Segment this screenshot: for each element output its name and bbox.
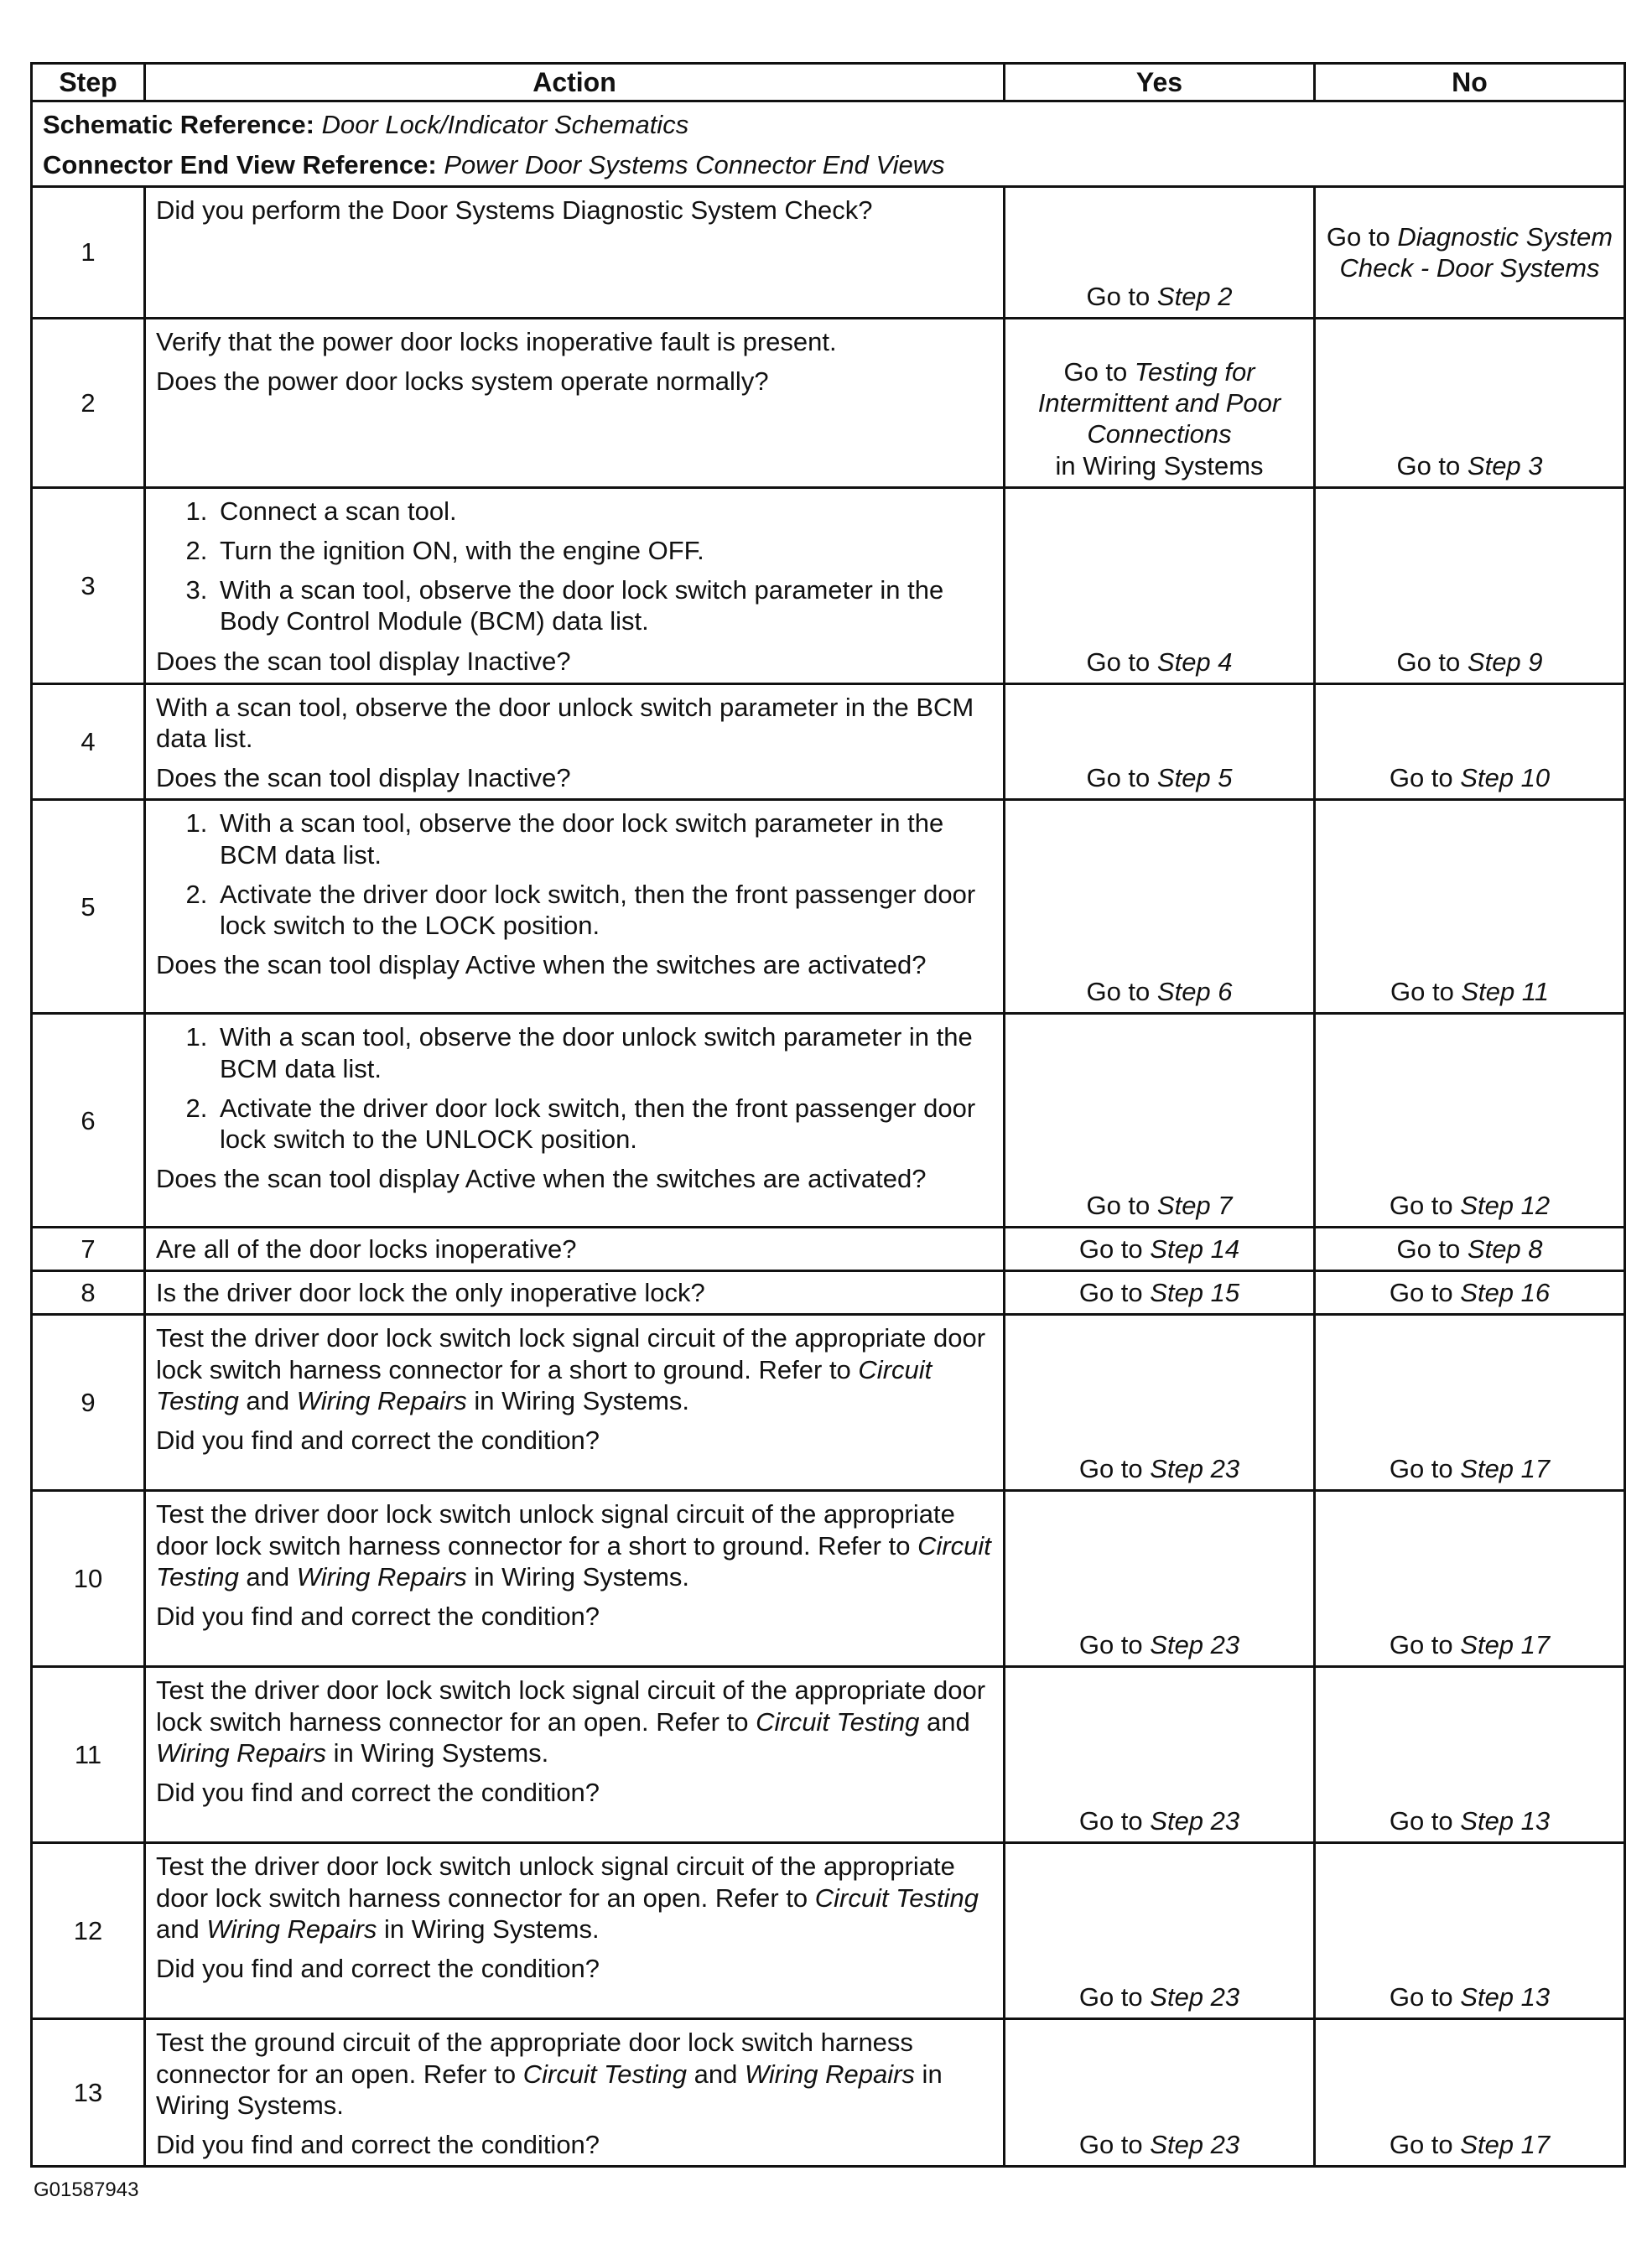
yes-link[interactable]: Testing for Intermittent and Poor Connections <box>1037 357 1281 449</box>
yes-prefix: Go to <box>1078 2129 1151 2159</box>
action-cell <box>145 1271 1005 1315</box>
table-row <box>32 1843 1625 2019</box>
no-cell <box>1315 800 1625 1014</box>
header-action: Action <box>145 64 1005 101</box>
circuit-testing-link[interactable]: Circuit Testing <box>156 1530 991 1592</box>
action-cell <box>145 1843 1005 2019</box>
diagnostic-table <box>30 62 1626 2168</box>
step-number: 12 <box>32 1843 145 2019</box>
yes-prefix: Go to <box>1078 1278 1151 1308</box>
yes-prefix: Go to <box>1063 357 1135 387</box>
wiring-repairs-link[interactable]: Wiring Repairs <box>296 1385 467 1415</box>
action-question: Did you find and correct the condition? <box>156 1777 600 1807</box>
yes-cell <box>1005 1843 1315 2019</box>
list-item: 2. Activate the driver door lock switch, then the front passenger door lock switch to the LOCK position. <box>215 879 993 941</box>
action-question: Does the scan tool display Active when the switches are activated? <box>156 1164 927 1194</box>
circuit-testing-link[interactable]: Circuit Testing <box>814 1882 979 1913</box>
no-prefix: Go to <box>1389 763 1461 793</box>
yes-prefix: Go to <box>1078 1630 1151 1660</box>
table-row <box>32 800 1625 1014</box>
no-cell <box>1315 1271 1625 1315</box>
connector-reference-label: Connector End View Reference: <box>43 149 437 179</box>
action-text: Verify that the power door locks inoperative fault is present. <box>156 326 837 356</box>
step-number: 7 <box>32 1228 145 1271</box>
yes-cell <box>1005 1228 1315 1271</box>
circuit-testing-link[interactable]: Circuit Testing <box>522 2059 687 2089</box>
action-question: Does the scan tool display Inactive? <box>156 763 571 793</box>
yes-link[interactable]: Step 23 <box>1150 1982 1240 2012</box>
yes-link[interactable]: Step 15 <box>1150 1278 1240 1308</box>
no-cell <box>1315 487 1625 683</box>
action-text-part: Test the driver door lock switch unlock signal circuit of the appropriate door lock switch harness connector for a short to ground. Refer to <box>156 1499 955 1561</box>
no-cell <box>1315 2019 1625 2167</box>
action-cell <box>145 186 1005 318</box>
yes-cell <box>1005 487 1315 683</box>
wiring-repairs-link[interactable]: Wiring Repairs <box>744 2059 915 2089</box>
action-text-part: and <box>686 2059 745 2089</box>
action-text-part: and <box>919 1706 970 1737</box>
action-question: Did you find and correct the condition? <box>156 1601 600 1631</box>
action-cell <box>145 683 1005 800</box>
yes-cell <box>1005 318 1315 487</box>
schematic-reference-link[interactable]: Door Lock/Indicator Schematics <box>321 110 689 140</box>
step-number: 5 <box>32 800 145 1014</box>
reference-row <box>32 101 1625 186</box>
step-number: 10 <box>32 1491 145 1667</box>
figure-id: G01587943 <box>34 2179 139 2201</box>
no-prefix: Go to <box>1389 1454 1461 1484</box>
no-prefix: Go to <box>1396 450 1468 480</box>
no-cell <box>1315 1667 1625 1843</box>
list-item: 1. With a scan tool, observe the door lock switch parameter in the BCM data list. <box>215 808 993 870</box>
action-list <box>156 808 993 941</box>
yes-cell <box>1005 1667 1315 1843</box>
yes-prefix: Go to <box>1078 1454 1151 1484</box>
action-question: Does the scan tool display Active when the switches are activated? <box>156 950 927 980</box>
action-list <box>156 1021 993 1155</box>
table-row <box>32 1271 1625 1315</box>
action-question: Does the power door locks system operate normally? <box>156 366 769 396</box>
yes-link[interactable]: Step 7 <box>1156 1191 1233 1221</box>
connector-reference-link[interactable]: Power Door Systems Connector End Views <box>444 149 945 179</box>
yes-prefix: Go to <box>1086 977 1157 1007</box>
action-text-part: in Wiring Systems. <box>466 1561 690 1592</box>
action-text-part: in Wiring Systems. <box>466 1385 690 1415</box>
step-number: 2 <box>32 318 145 487</box>
yes-cell <box>1005 683 1315 800</box>
yes-prefix: Go to <box>1078 1982 1151 2012</box>
step-number: 8 <box>32 1271 145 1315</box>
no-link[interactable]: Step 13 <box>1460 1982 1551 2012</box>
no-link[interactable]: Step 16 <box>1460 1278 1551 1308</box>
yes-link[interactable]: Step 23 <box>1150 1806 1240 1836</box>
no-prefix: Go to <box>1396 1234 1468 1265</box>
yes-link[interactable]: Step 2 <box>1156 281 1233 311</box>
yes-prefix: Go to <box>1086 763 1157 793</box>
no-cell <box>1315 1315 1625 1491</box>
step-number: 11 <box>32 1667 145 1843</box>
action-text: Is the driver door lock the only inoperative lock? <box>156 1278 705 1308</box>
action-cell <box>145 487 1005 683</box>
yes-link[interactable]: Step 5 <box>1156 763 1233 793</box>
list-item: 2. Activate the driver door lock switch, then the front passenger door lock switch to the UNLOCK position. <box>215 1093 993 1155</box>
no-link[interactable]: Step 17 <box>1460 1454 1551 1484</box>
yes-prefix: Go to <box>1086 281 1157 311</box>
wiring-repairs-link[interactable]: Wiring Repairs <box>296 1561 467 1592</box>
no-prefix: Go to <box>1396 647 1468 677</box>
action-text-part: and <box>238 1561 297 1592</box>
yes-link[interactable]: Step 14 <box>1150 1234 1240 1265</box>
action-text-part: in Wiring Systems. <box>377 1914 600 1944</box>
list-item: 3. With a scan tool, observe the door lock switch parameter in the Body Control Module (BCM) data list. <box>215 574 993 636</box>
no-cell <box>1315 1491 1625 1667</box>
action-text <box>156 1322 993 1416</box>
action-cell <box>145 800 1005 1014</box>
table-row <box>32 1315 1625 1491</box>
action-cell <box>145 1667 1005 1843</box>
yes-cell <box>1005 1491 1315 1667</box>
header-yes: Yes <box>1005 64 1315 101</box>
no-link[interactable]: Diagnostic System Check - Door Systems <box>1339 221 1613 283</box>
no-link[interactable]: Step 17 <box>1460 2129 1551 2159</box>
yes-cell <box>1005 186 1315 318</box>
action-text-part: in Wiring Systems. <box>326 1737 549 1768</box>
action-text-part: in Wiring Systems. <box>156 2059 943 2120</box>
table-row <box>32 2019 1625 2167</box>
yes-cell <box>1005 1271 1315 1315</box>
yes-cell <box>1005 1014 1315 1228</box>
yes-link[interactable]: Step 6 <box>1156 977 1233 1007</box>
yes-cell <box>1005 2019 1315 2167</box>
no-link[interactable]: Step 9 <box>1467 647 1543 677</box>
yes-link[interactable]: Step 4 <box>1156 647 1233 677</box>
no-link[interactable]: Step 11 <box>1461 977 1549 1007</box>
table-row <box>32 186 1625 318</box>
yes-suffix: in Wiring Systems <box>1055 450 1264 480</box>
action-text <box>156 2027 993 2121</box>
table-row <box>32 1491 1625 1667</box>
yes-link[interactable]: Step 23 <box>1150 1630 1240 1660</box>
header-step: Step <box>32 64 145 101</box>
yes-cell <box>1005 800 1315 1014</box>
action-question: Did you find and correct the condition? <box>156 2129 600 2159</box>
table-row <box>32 1014 1625 1228</box>
no-link[interactable]: Step 17 <box>1460 1630 1551 1660</box>
no-link[interactable]: Step 10 <box>1460 763 1551 793</box>
table-row <box>32 683 1625 800</box>
action-text-part: and <box>156 1914 207 1944</box>
action-text <box>156 1851 993 1945</box>
action-text <box>156 1498 993 1592</box>
header-no: No <box>1315 64 1625 101</box>
action-text <box>156 1675 993 1768</box>
action-cell <box>145 1315 1005 1491</box>
action-text: With a scan tool, observe the door unlock switch parameter in the BCM data list. <box>156 692 974 753</box>
action-cell <box>145 318 1005 487</box>
schematic-reference <box>43 109 1613 140</box>
header-row <box>32 64 1625 101</box>
circuit-testing-link[interactable]: Circuit Testing <box>156 1354 932 1415</box>
step-number: 13 <box>32 2019 145 2167</box>
action-text-part: Test the driver door lock switch lock signal circuit of the appropriate door lock switch harness connector for an open. Refer to <box>156 1675 986 1737</box>
schematic-reference-label: Schematic Reference: <box>43 110 314 140</box>
yes-prefix: Go to <box>1086 1191 1157 1221</box>
connector-reference <box>43 149 1613 180</box>
action-question: Does the scan tool display Inactive? <box>156 646 571 676</box>
step-number: 6 <box>32 1014 145 1228</box>
table-row <box>32 1228 1625 1271</box>
no-cell <box>1315 318 1625 487</box>
no-prefix: Go to <box>1326 221 1398 252</box>
list-item: 1. Connect a scan tool. <box>215 496 993 527</box>
no-link[interactable]: Step 12 <box>1460 1191 1551 1221</box>
circuit-testing-link[interactable]: Circuit Testing <box>756 1706 920 1737</box>
wiring-repairs-link[interactable]: Wiring Repairs <box>156 1737 326 1768</box>
step-number: 1 <box>32 186 145 318</box>
no-link[interactable]: Step 8 <box>1467 1234 1543 1265</box>
action-text: Did you perform the Door Systems Diagnostic System Check? <box>156 195 873 225</box>
action-cell <box>145 2019 1005 2167</box>
action-question: Did you find and correct the condition? <box>156 1425 600 1455</box>
no-prefix: Go to <box>1389 1278 1461 1308</box>
action-cell <box>145 1491 1005 1667</box>
yes-cell <box>1005 1315 1315 1491</box>
table-row <box>32 1667 1625 1843</box>
no-cell <box>1315 186 1625 318</box>
wiring-repairs-link[interactable]: Wiring Repairs <box>206 1914 377 1944</box>
action-question: Did you find and correct the condition? <box>156 1953 600 1983</box>
yes-link[interactable]: Step 23 <box>1150 1454 1240 1484</box>
no-prefix: Go to <box>1390 977 1462 1007</box>
no-cell <box>1315 1014 1625 1228</box>
action-text-part: Test the driver door lock switch lock signal circuit of the appropriate door lock switch harness connector for a short to ground. Refer to <box>156 1323 986 1384</box>
action-text: Are all of the door locks inoperative? <box>156 1234 577 1265</box>
step-number: 4 <box>32 683 145 800</box>
no-prefix: Go to <box>1389 1806 1461 1836</box>
yes-prefix: Go to <box>1086 647 1157 677</box>
no-link[interactable]: Step 3 <box>1467 450 1543 480</box>
no-prefix: Go to <box>1389 1982 1461 2012</box>
action-cell <box>145 1014 1005 1228</box>
no-cell <box>1315 1228 1625 1271</box>
no-cell <box>1315 1843 1625 2019</box>
step-number: 3 <box>32 487 145 683</box>
yes-link[interactable]: Step 23 <box>1150 2129 1240 2159</box>
no-prefix: Go to <box>1389 1191 1461 1221</box>
reference-cell <box>32 101 1625 186</box>
no-cell <box>1315 683 1625 800</box>
action-text-part: Test the driver door lock switch unlock signal circuit of the appropriate door lock switch harness connector for an open. Refer to <box>156 1851 955 1913</box>
step-number: 9 <box>32 1315 145 1491</box>
no-link[interactable]: Step 13 <box>1460 1806 1551 1836</box>
list-item: 1. With a scan tool, observe the door unlock switch parameter in the BCM data list. <box>215 1021 993 1083</box>
list-item: 2. Turn the ignition ON, with the engine OFF. <box>215 535 993 566</box>
no-prefix: Go to <box>1389 1630 1461 1660</box>
action-list <box>156 496 993 637</box>
action-text-part: Test the ground circuit of the appropriate door lock switch harness connector for an open. Refer to <box>156 2028 913 2089</box>
action-cell <box>145 1228 1005 1271</box>
action-text-part: and <box>238 1385 297 1415</box>
table-row <box>32 487 1625 683</box>
table-row <box>32 318 1625 487</box>
yes-prefix: Go to <box>1078 1234 1151 1265</box>
no-prefix: Go to <box>1389 2129 1461 2159</box>
yes-prefix: Go to <box>1078 1806 1151 1836</box>
